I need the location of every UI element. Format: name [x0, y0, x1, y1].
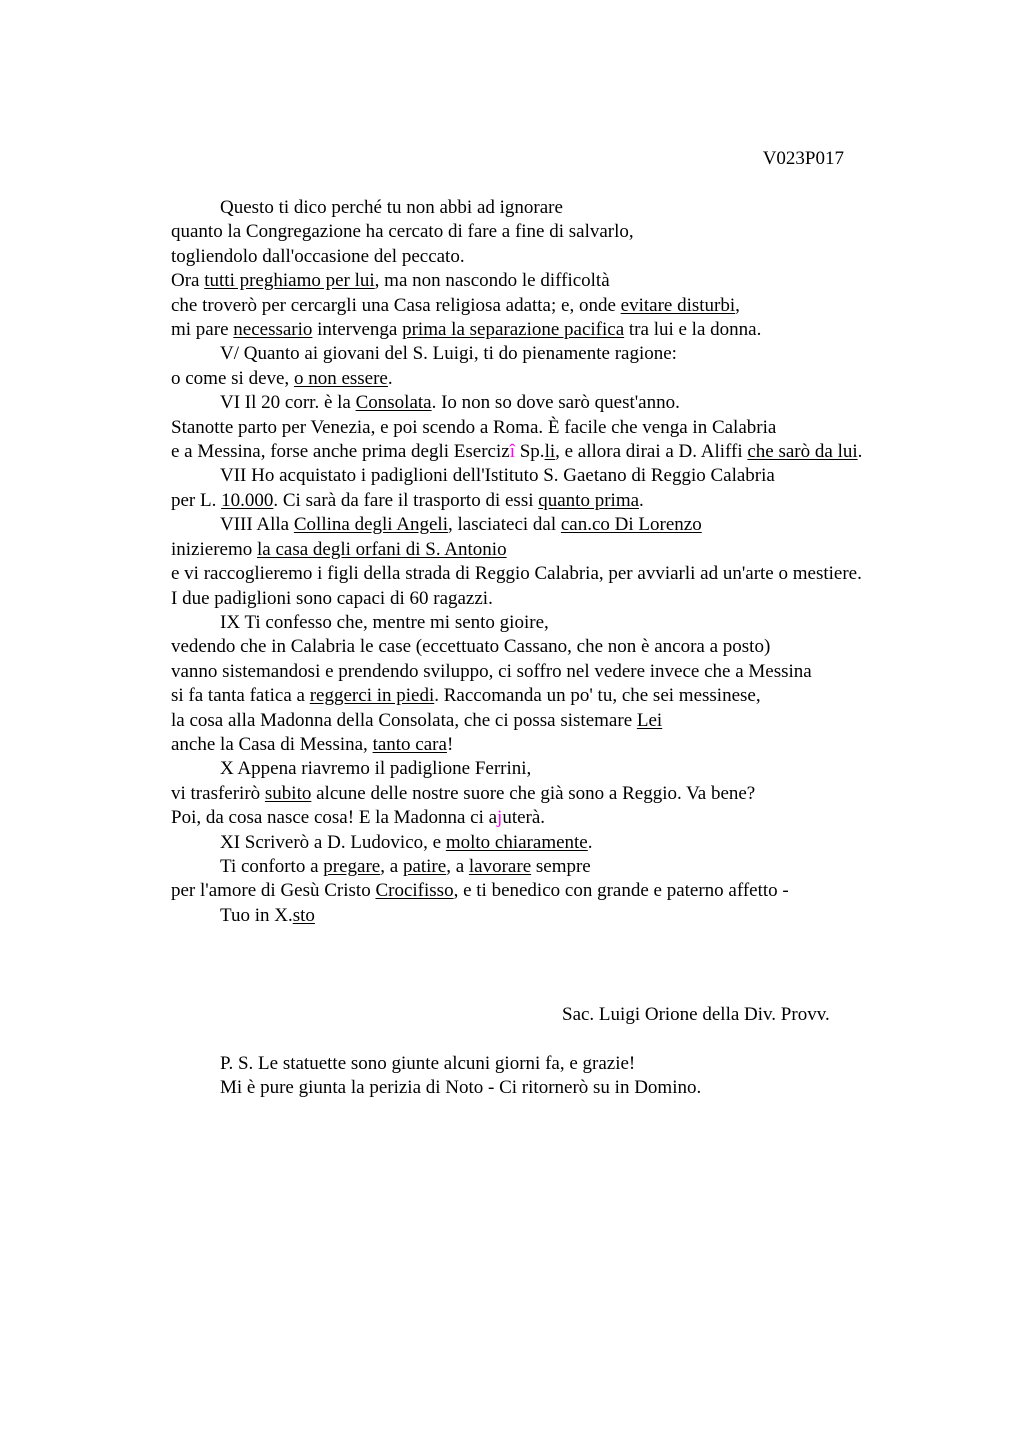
postscript-line: P. S. Le statuette sono giunte alcuni giorni fa, e grazie! — [220, 1053, 636, 1074]
letter-line: V/ Quanto ai giovani del S. Luigi, ti do pienamente ragione: — [220, 343, 677, 365]
underlined-text: molto chiaramente — [445, 831, 588, 853]
underlined-text: prima la separazione pacifica — [402, 319, 625, 341]
underlined-text: Collina degli Angeli — [293, 514, 448, 536]
letter-line: Ora tutti preghiamo per lui, ma non nascondo le difficoltà — [171, 270, 610, 292]
underlined-text: evitare disturbi — [620, 294, 736, 316]
letter-line: Ti conforto a pregare, a patire, a lavorare sempre — [220, 855, 591, 877]
letter-line: Questo ti dico perché tu non abbi ad ignorare — [220, 197, 563, 218]
letter-line: VIII Alla Collina degli Angeli, lasciateci dal can.co Di Lorenzo — [220, 514, 702, 536]
underlined-text: o non essere — [293, 367, 388, 389]
letter-line: la cosa alla Madonna della Consolata, che ci possa sistemare Lei — [171, 709, 663, 731]
letter-line: che troverò per cercargli una Casa religiosa adatta; e, onde evitare disturbi, — [171, 294, 740, 316]
underlined-text: 10.000 — [221, 489, 274, 511]
letter-line: quanto la Congregazione ha cercato di fare a fine di salvarlo, — [171, 221, 634, 243]
letter-line: si fa tanta fatica a reggerci in piedi. Raccomanda un po' tu, che sei messinese, — [171, 685, 761, 707]
underlined-text: li — [544, 441, 556, 463]
letter-line: XI Scriverò a D. Ludovico, e molto chiaramente. — [220, 831, 593, 853]
letter-line: anche la Casa di Messina, tanto cara! — [171, 733, 454, 755]
postscript-line: Mi è pure giunta la perizia di Noto - Ci ritornerò su in Domino. — [220, 1077, 702, 1099]
letter-line: I due padiglioni sono capaci di 60 ragazzi. — [171, 587, 493, 609]
page-id: V023P017 — [762, 148, 844, 169]
underlined-text: quanto prima — [538, 489, 640, 511]
underlined-text: can.co Di Lorenzo — [560, 514, 702, 536]
letter-line: e vi raccoglieremo i figli della strada di Reggio Calabria, per avviarli ad un'arte o mestiere. — [171, 563, 862, 585]
underlined-text: sto — [292, 904, 315, 926]
underlined-text: necessario — [233, 319, 313, 341]
postscript — [220, 1052, 701, 1101]
letter-line: o come si deve, o non essere. — [171, 367, 393, 389]
underlined-text: lavorare — [468, 855, 532, 877]
letter-line: togliendolo dall'occasione del peccato. — [171, 245, 465, 267]
editorial-mark: j — [497, 807, 503, 829]
underlined-text: patire — [402, 855, 447, 877]
letter-line: vedendo che in Calabria le case (eccettuato Cassano, che non è ancora a posto) — [171, 636, 771, 658]
editorial-mark: î — [509, 441, 515, 463]
underlined-text: che sarò da lui — [747, 441, 858, 463]
letter-line: Poi, da cosa nasce cosa! E la Madonna ci ajuterà. — [171, 807, 546, 829]
underlined-text: Crocifisso — [375, 880, 454, 902]
letter-line: inizieremo la casa degli orfani di S. Antonio — [171, 538, 507, 560]
letter-line: Stanotte parto per Venezia, e poi scendo a Roma. È facile che venga in Calabria — [171, 416, 777, 438]
underlined-text: Lei — [636, 709, 663, 731]
letter-line: X Appena riavremo il padiglione Ferrini, — [220, 758, 532, 780]
letter-body — [171, 196, 911, 928]
underlined-text: Consolata — [355, 392, 432, 414]
underlined-text: pregare — [323, 855, 381, 877]
letter-line: per l'amore di Gesù Cristo Crocifisso, e ti benedico con grande e paterno affetto - — [171, 880, 789, 902]
letter-line: IX Ti confesso che, mentre mi sento gioire, — [220, 611, 549, 633]
letter-line: e a Messina, forse anche prima degli Esercizî Sp.li, e allora dirai a D. Aliffi che sarò da lui. — [171, 441, 863, 463]
underlined-text: reggerci in piedi — [309, 685, 435, 707]
underlined-text: tutti preghiamo per lui — [204, 270, 375, 292]
letter-line: vanno sistemandosi e prendendo sviluppo, ci soffro nel vedere invece che a Messina — [171, 660, 812, 682]
underlined-text: tanto cara — [372, 733, 447, 755]
letter-line: VI Il 20 corr. è la Consolata. Io non so dove sarò quest'anno. — [220, 392, 680, 414]
letter-line: per L. 10.000. Ci sarà da fare il trasporto di essi quanto prima. — [171, 489, 644, 511]
closing-line: Tuo in X.sto — [220, 904, 315, 926]
letter-line: VII Ho acquistato i padiglioni dell'Istituto S. Gaetano di Reggio Calabria — [220, 465, 775, 487]
signature: Sac. Luigi Orione della Div. Provv. — [562, 1004, 830, 1025]
letter-line: vi trasferirò subito alcune delle nostre suore che già sono a Reggio. Va bene? — [171, 782, 756, 804]
underlined-text: la casa degli orfani di S. Antonio — [257, 538, 507, 560]
letter-line: mi pare necessario intervenga prima la separazione pacifica tra lui e la donna. — [171, 319, 762, 341]
underlined-text: subito — [264, 782, 312, 804]
